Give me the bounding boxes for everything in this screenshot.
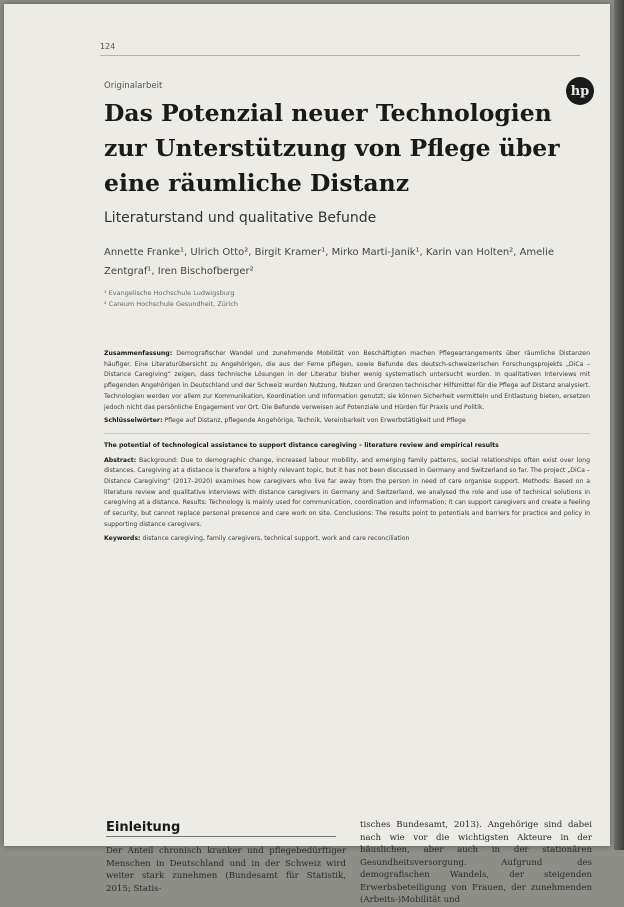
author-list: Annette Franke¹, Ulrich Otto², Birgit Kramer¹, Mirko Marti-Janik¹, Karin van Holten², Amelie Zentgraf¹, Iren Bischofberger² (104, 247, 555, 277)
abstract-divider (104, 433, 590, 434)
keywords-en-text: distance caregiving, family caregivers, technical support, work and care reconciliation (142, 534, 410, 542)
affiliation-2: ² Careum Hochschule Gesundheit, Zürich (104, 300, 239, 308)
abstract-de-text: Demografischer Wandel und zunehmende Mobilität von Beschäftigten machen Pflegearrangements über räumliche Distanzen häufiger. Eine Literaturübersicht zu Angehörigen, die aus der Ferne pflegen, sowie Befunde des deutsch-schweizerischen Forschungsprojekts „DiCa – Distance Caregiving“ zeigen, dass technische Lösungen in der Literatur bisher wenig systematisch untersucht wurden. In qualitativen Interviews mit pflegenden Angehörigen in Deutschland und der Schweiz wurden Nutzung, Nutzen und Grenzen technischer Hilfsmittel für die Pflege auf Distanz analysiert. Technologien werden vor allem zur Kommunikation, Koordination und Information genutzt; sie können Sicherheit vermitteln und Entlastung bieten, ersetzen jedoch nicht das persönliche Engagement vor Ort. Die Befunde verweisen auf Potenziale und Hürden für Praxis und Politik. (104, 350, 590, 411)
abstract-en-text: Background: Due to demographic change, increased labour mobility, and emerging family patterns, social relationships often exist over long distances. Caregiving at a distance is therefore a highly relevant topic, but it has not been discussed in Germany and Switzerland so far. The project „DiCa – Distance Caregiving“ (2017–2020) examines how caregivers who live far away from the person in need of care organise support. Methods: Based on a literature review and qualitative interviews with distance caregivers in Germany and Switzerland, we analysed the role and use of technical solutions in caregiving at a distance. Results: Technology is mainly used for communication, coordination and information; it can support caregivers and create a feeling of security, but cannot replace personal presence and care work on site. Conclusions: The results point to potentials and barriers for practice and policy in supporting distance caregivers. (104, 456, 590, 528)
abstract-en-label: Abstract: (104, 456, 137, 464)
keywords-de-text: Pflege auf Distanz, pflegende Angehörige, Technik, Vereinbarkeit von Erwerbstätigkeit und Pflege (164, 417, 466, 425)
header-rule (100, 55, 580, 56)
article-title: Das Potenzial neuer Technologien zur Unterstützung von Pflege über eine räumliche Distanz (104, 99, 560, 197)
english-title: The potential of technological assistance to support distance caregiving – literature review and empirical results (104, 441, 499, 449)
keywords-de (104, 416, 590, 427)
section-heading: Einleitung (106, 820, 181, 835)
journal-page (4, 4, 610, 905)
body-column-right: tisches Bundesamt, 2013). Angehörige sind dabei nach wie vor die wichtigsten Akteure in der häuslichen, aber auch in der stationären Gesundheitsversorgung. Aufgrund des demografischen Wandels, der steigenden Erwerbsbeteiligung von Frauen, der zunehmenden (Arbeits-)Mobilität und (360, 820, 592, 905)
body-column-left: Der Anteil chronisch kranker und pflegebedürftiger Menschen in Deutschland und in der Schweiz wird weiter stark zunehmen (Bundesamt für Statistik, 2015; Statis- (106, 846, 346, 894)
affiliations (104, 288, 504, 310)
keywords-de-label: Schlüsselwörter: (104, 417, 163, 425)
abstract-box (104, 349, 590, 544)
article-subtitle: Literaturstand und qualitative Befunde (104, 210, 377, 226)
keywords-en (104, 534, 590, 545)
abstract-de (104, 349, 590, 413)
abstract-en (104, 456, 590, 531)
page-number: 124 (100, 42, 116, 51)
article-type: Originalarbeit (104, 81, 163, 91)
publisher-logo: hp (566, 77, 594, 105)
affiliation-1: ¹ Evangelische Hochschule Ludwigsburg (104, 289, 235, 297)
book-edge (614, 0, 624, 850)
keywords-en-label: Keywords: (104, 534, 141, 542)
section-rule (106, 836, 336, 837)
abstract-de-label: Zusammenfassung: (104, 350, 173, 357)
